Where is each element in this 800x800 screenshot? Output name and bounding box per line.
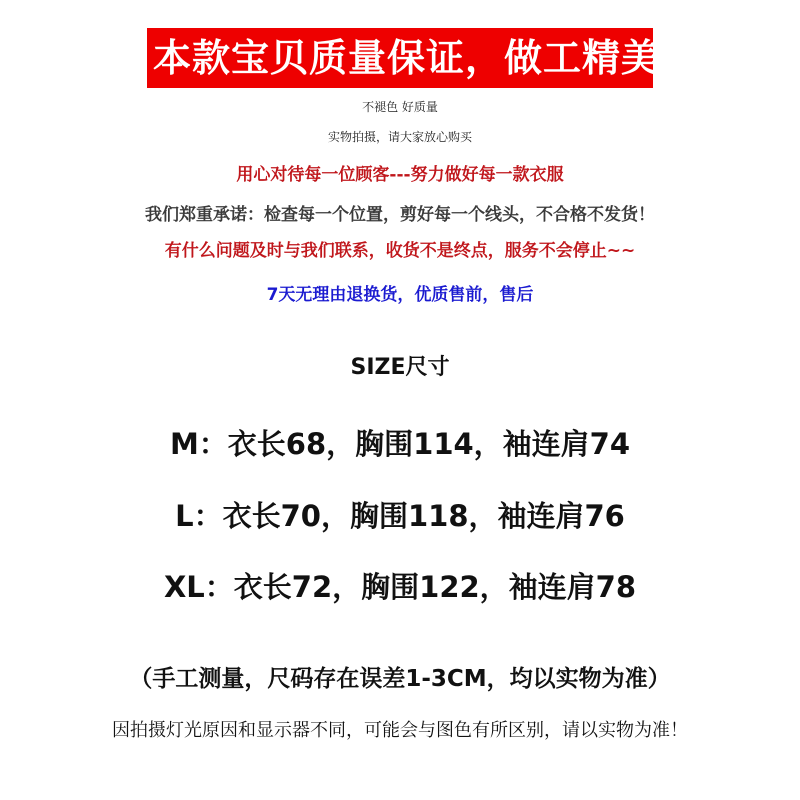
size-row-l: L：衣长70，胸围118，袖连肩76 [175, 499, 625, 533]
measurement-note: （手工测量，尺码存在误差1-3CM，均以实物为准） [129, 666, 671, 692]
size-row-xl: XL：衣长72，胸围122，袖连肩78 [163, 570, 637, 604]
quality-banner: 本款宝贝质量保证，做工精美 [147, 28, 653, 88]
size-title: SIZE尺寸 [350, 355, 450, 380]
promise-line-1: 用心对待每一位顾客---努力做好每一款衣服 [236, 165, 564, 185]
color-disclaimer: 因拍摄灯光原因和显示器不同，可能会与图色有所区别，请以实物为准！ [112, 720, 688, 741]
intro-line-1: 不褪色 好质量 [362, 100, 438, 114]
promise-line-4: 7天无理由退换货，优质售前，售后 [266, 285, 534, 305]
promise-line-2: 我们郑重承诺：检查每一个位置，剪好每一个线头，不合格不发货！ [145, 205, 655, 225]
size-row-m: M：衣长68，胸围114，袖连肩74 [169, 427, 631, 461]
promise-line-3: 有什么问题及时与我们联系，收货不是终点，服务不会停止~~ [164, 241, 636, 261]
banner-row [0, 28, 800, 88]
intro-line-2: 实物拍摄，请大家放心购买 [327, 130, 472, 144]
